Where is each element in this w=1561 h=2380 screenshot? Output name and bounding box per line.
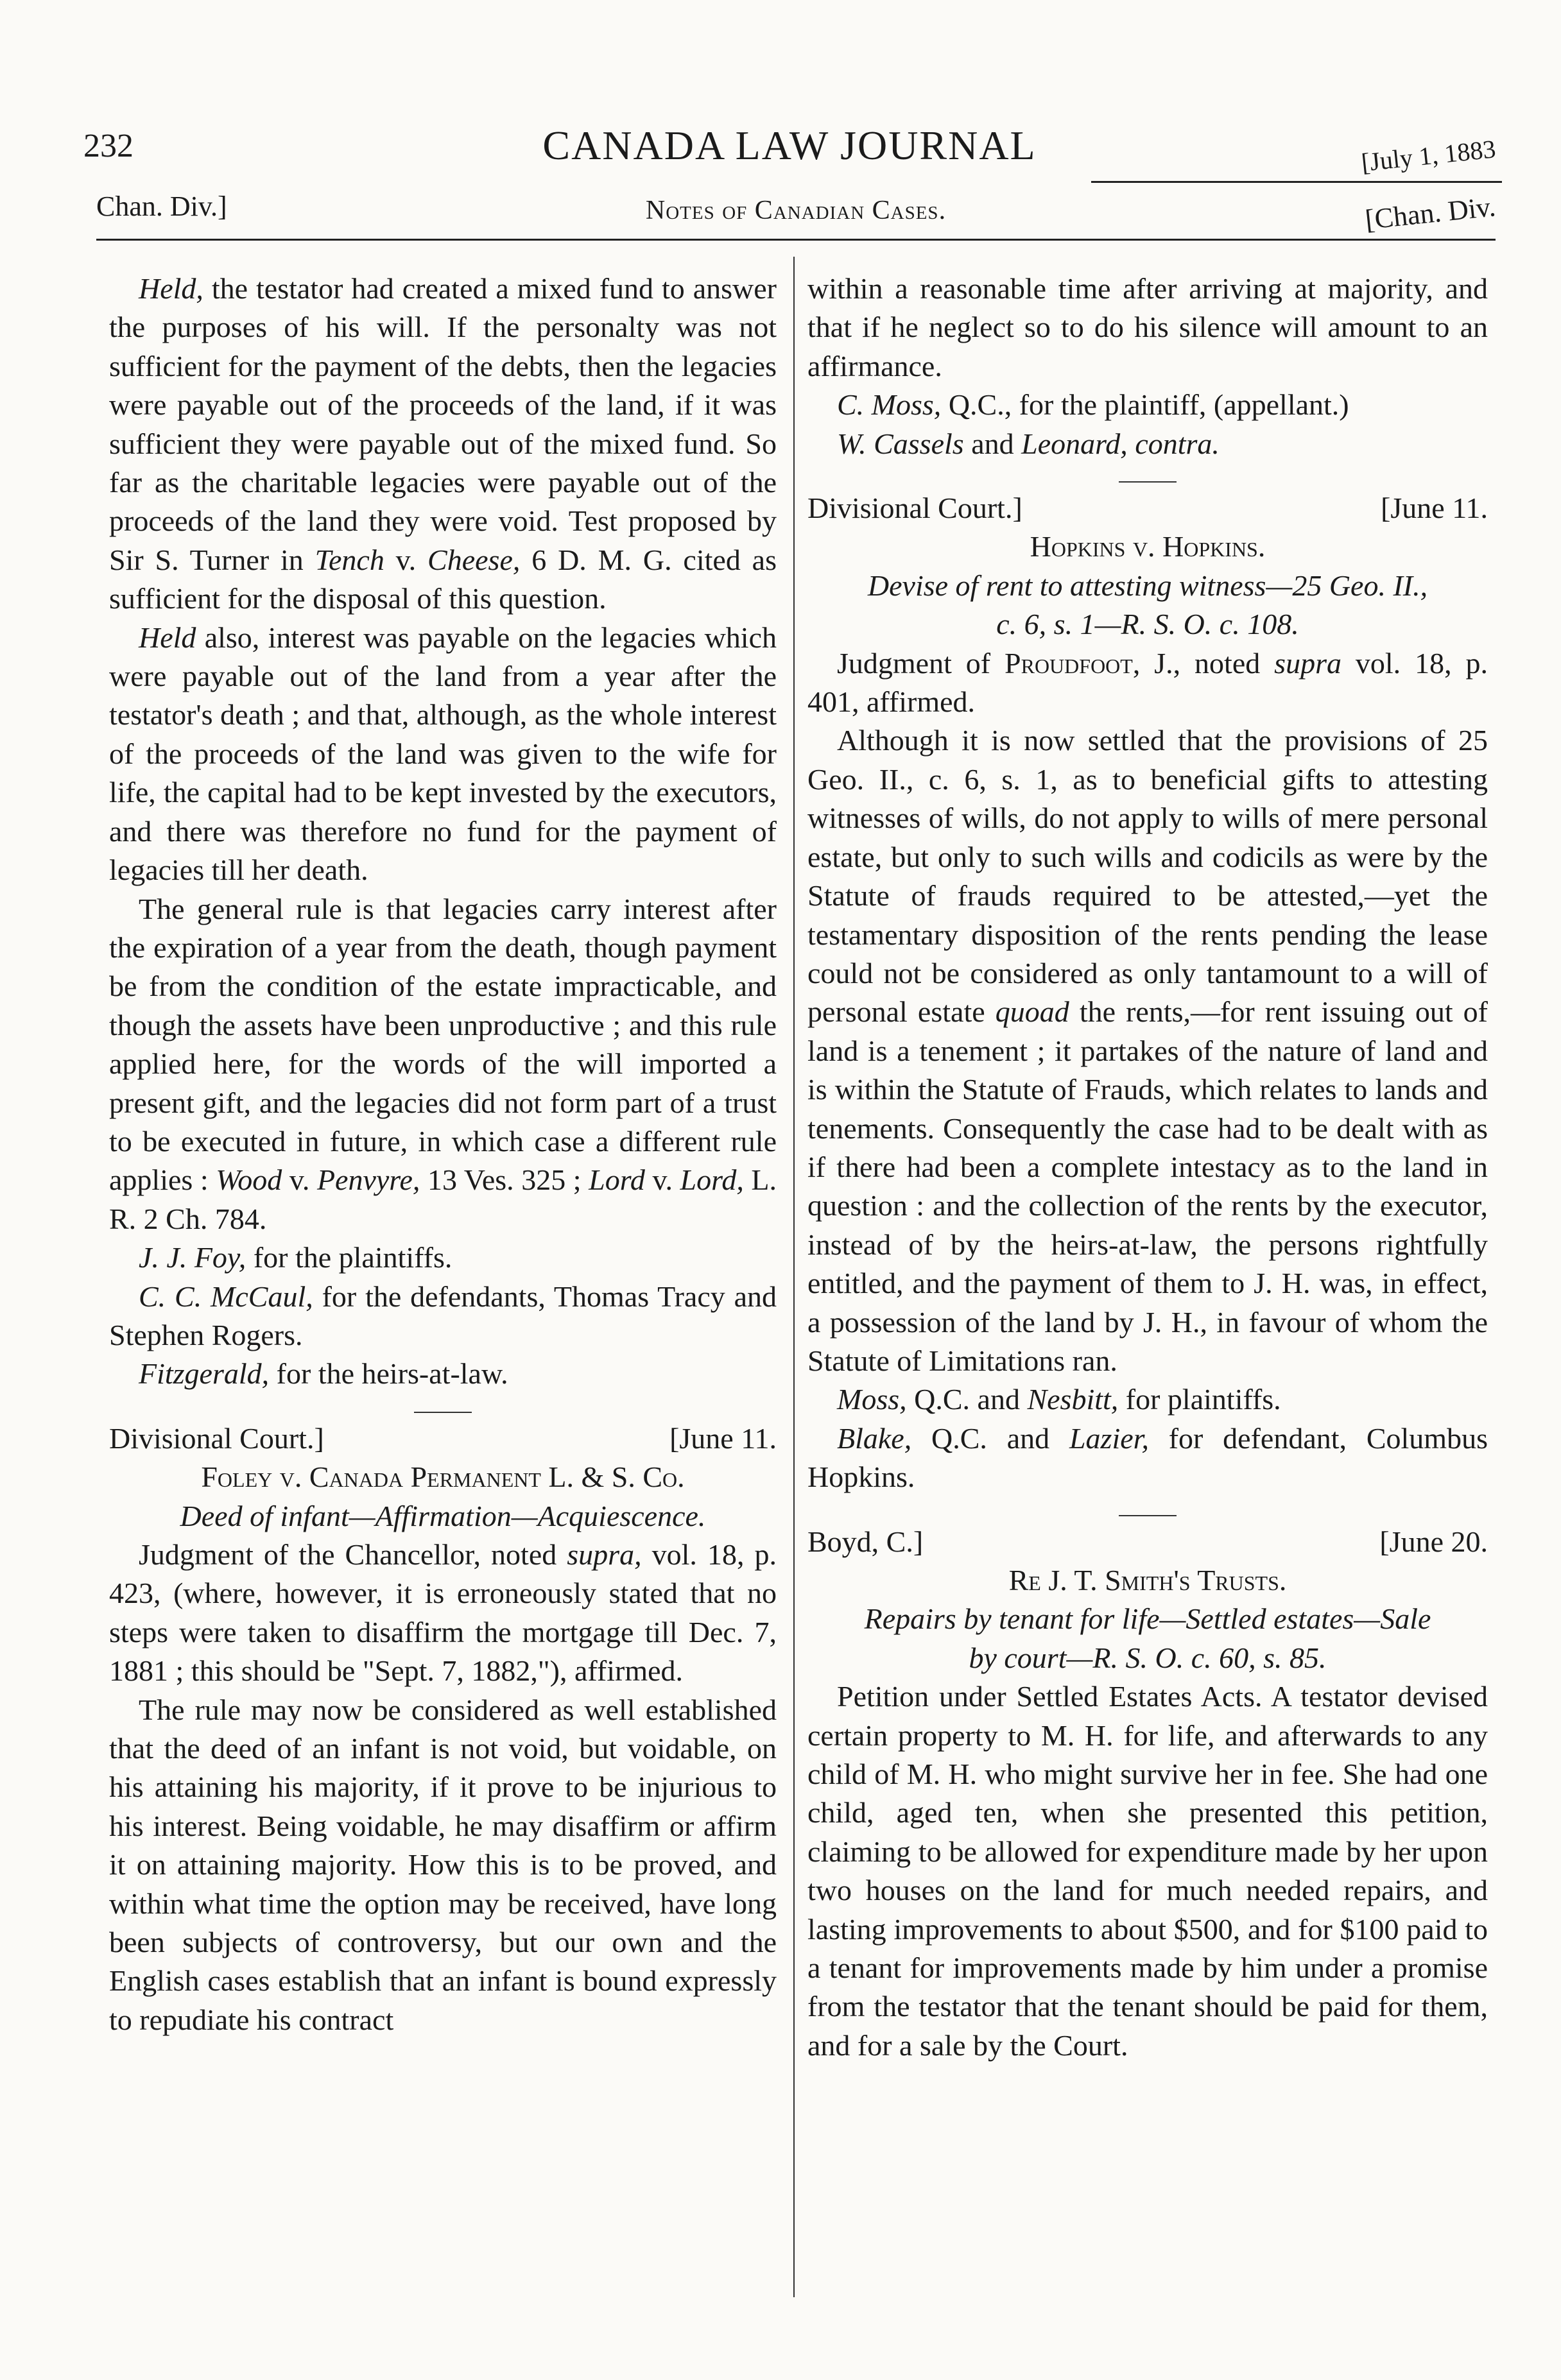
counsel-line: Moss, Q.C. and Nesbitt, for plaintiffs. <box>837 1383 1281 1416</box>
counsel-line: Fitzgerald, for the heirs-at-law. <box>139 1357 508 1391</box>
paragraph: within a reasonable time after arriving at majority, and that if he neglect so to do his silence will amount to an affirmance. <box>807 272 1488 382</box>
headnote: Deed of infant—Affirmation—Acquiescence. <box>180 1499 706 1532</box>
headnote: by court—R. S. O. c. 60, s. 85. <box>969 1641 1327 1674</box>
right-section-label: [Chan. Div. <box>1363 191 1497 236</box>
paragraph: Held, the testator had created a mixed fund to answer the purposes of his will. If the personalty was not sufficient for the payment of the debts, then the legacies were payable out of the proceeds of the land, if it was sufficient they were payable out of the mixed fund. So far as the charitable legacies were payable out of the proceeds of the land they were void. Test proposed by Sir S. Turner in Tench v. Cheese, 6 D. M. G. cited as sufficient for the disposal of this question. <box>109 272 777 615</box>
header-rule <box>96 239 1496 241</box>
issue-date: [July 1, 1883 <box>1359 134 1497 177</box>
journal-title: CANADA LAW JOURNAL <box>542 123 1037 168</box>
section-head <box>96 187 1497 236</box>
paragraph: Judgment of the Chancellor, noted supra, vol. 18, p. 423, (where, however, it is erroneously stated that no steps were taken to disaffirm the mortgage till Dec. 7, 1881 ; this should be "Sept. 7, 1882,"), affirmed. <box>109 1538 777 1688</box>
paragraph: Petition under Settled Estates Acts. A testator devised certain property to M. H. for life, and afterwards to any child of M. H. who might survive her in fee. She had one child, aged ten, when she presented this petition, claiming to be allowed for expenditure made by her upon two houses on the land for much needed repairs, and lasting improvements to about $500, and for $100 paid to a tenant for improvements made by him under a promise from the testator that the tenant should be paid for them, and for a sale by the Court. <box>807 1680 1488 2062</box>
left-section-label: Chan. Div.] <box>96 191 227 222</box>
running-head <box>83 122 1496 180</box>
case-title: Re J. T. Smith's Trusts. <box>1008 1564 1287 1597</box>
counsel-line: Blake, Q.C. and Lazier, for defendant, Columbus Hopkins. <box>807 1421 1488 1494</box>
counsel-line: J. J. Foy, for the plaintiffs. <box>139 1241 453 1274</box>
section-title: Notes of Canadian Cases. <box>645 196 947 225</box>
counsel-line: W. Cassels and Leonard, contra. <box>837 427 1220 460</box>
left-column <box>109 270 777 2039</box>
column-divider <box>793 257 795 2297</box>
paragraph: The general rule is that legacies carry interest after the expiration of a year from the death, though payment be from the condition of the estate impracticable, and though the assets have been unproductive ; and this rule applied here, for the words of the will imported a present gift, and the legacies did not form part of a trust to be executed in future, in which case a different rule applies : Wood v. Penvyre, 13 Ves. 325 ; Lord v. Lord, L. R. 2 Ch. 784. <box>109 892 777 1235</box>
page-number: 232 <box>83 128 134 164</box>
court-line: Divisional Court.] [June 11. <box>807 492 1488 525</box>
paragraph: Held also, interest was payable on the legacies which were payable out of the land from a year after the testator's death ; and that, although, as the whole interest of the proceeds of the land was given to the wife for life, the capital had to be kept invested by the executors, and there was therefore no fund for the payment of legacies till her death. <box>109 621 777 887</box>
section-rule <box>1119 1515 1177 1516</box>
case-title: Foley v. Canada Permanent L. & S. Co. <box>201 1460 685 1494</box>
counsel-line: C. C. McCaul, for the defendants, Thomas Tracy and Stephen Rogers. <box>109 1280 777 1351</box>
case-title: Hopkins v. Hopkins. <box>1030 530 1266 563</box>
header-rule-short <box>1091 181 1502 183</box>
section-rule <box>1119 481 1177 483</box>
right-column <box>807 270 1488 2065</box>
paragraph: Judgment of Proudfoot, J., noted supra vol. 18, p. 401, affirmed. <box>807 646 1488 719</box>
paragraph: The rule may now be considered as well established that the deed of an infant is not void, but voidable, on his attaining his majority, if it prove to be injurious to his interest. Being voidable, he may disaffirm or affirm it on attaining majority. How this is to be proved, and within what time the option may be received, have long been subjects of controversy, but our own and the English cases establish that an infant is bound expressly to repudiate his contract <box>109 1693 777 2036</box>
court-line: Boyd, C.] [June 20. <box>807 1525 1488 1558</box>
court-line: Divisional Court.] [June 11. <box>109 1421 777 1455</box>
headnote: Repairs by tenant for life—Settled estates—Sale <box>864 1602 1431 1636</box>
headnote: Devise of rent to attesting witness—25 Geo. II., <box>867 569 1428 602</box>
counsel-line: C. Moss, Q.C., for the plaintiff, (appellant.) <box>837 388 1349 422</box>
section-rule <box>414 1412 472 1413</box>
paragraph: Although it is now settled that the provisions of 25 Geo. II., c. 6, s. 1, as to beneficial gifts to attesting witnesses of wills, do not apply to wills of mere personal estate, but only to such wills and codicils as were by the Statute of frauds required to be attested,—yet the testamentary disposition of the rents pending the lease could not be considered as only tantamount to a will of personal estate quoad the rents,—for rent issuing out of land is a tenement ; it partakes of the nature of land and is within the Statute of Frauds, which relates to lands and tenements. Consequently the case had to be dealt with as if there had been a complete intestacy as to the land in question : and the collection of the rents by the executor, instead of by the heirs-at-law, the persons rightfully entitled, and the payment of them to J. H. was, in effect, a possession of the land by J. H., in favour of whom the Statute of Limitations ran. <box>807 724 1488 1377</box>
headnote: c. 6, s. 1—R. S. O. c. 108. <box>996 608 1299 641</box>
